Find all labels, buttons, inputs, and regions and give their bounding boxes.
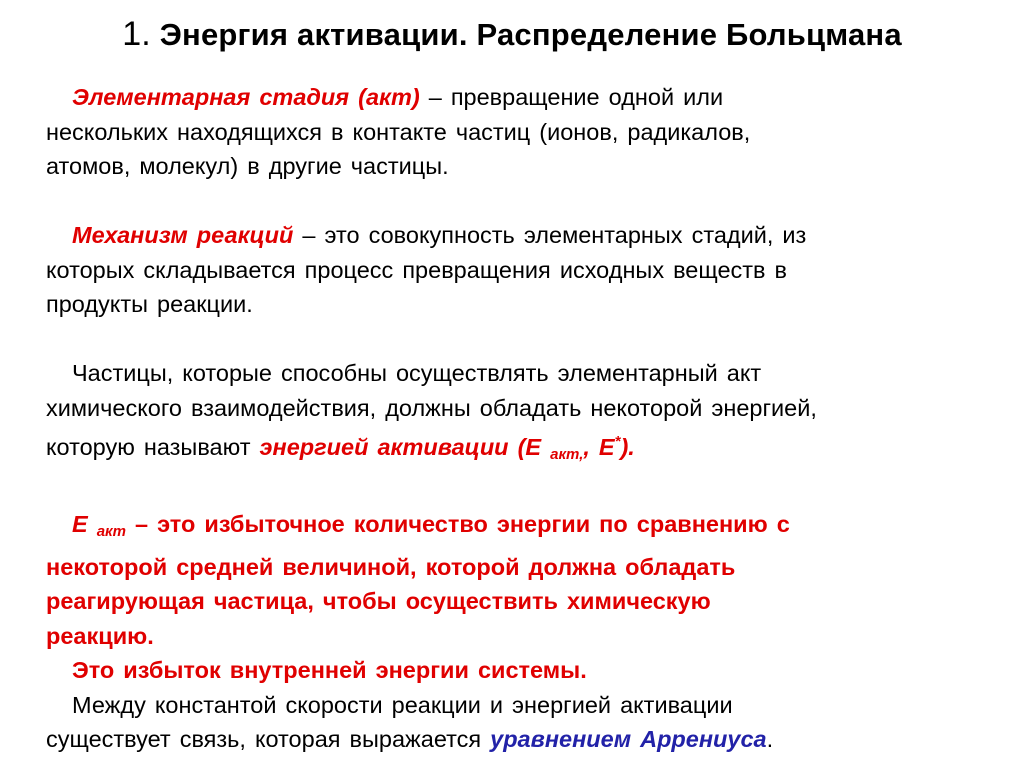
e-letter: Е bbox=[72, 511, 97, 537]
p2-line2: которых складывается процесс превращения исходных веществ в bbox=[46, 256, 788, 283]
p6-line2-start: существует связь, которая выражается bbox=[46, 726, 491, 752]
e-akt-symbol bbox=[72, 511, 127, 540]
definition-elementary-stage bbox=[46, 80, 976, 184]
definition-reaction-mechanism bbox=[46, 218, 976, 322]
p2-line1-rest: – это совокупность элементарных стадий, из bbox=[293, 222, 807, 248]
p4-line3: реагирующая частица, чтобы осуществить химическую bbox=[46, 588, 711, 614]
subscript-akt: акт, bbox=[550, 446, 584, 463]
p5-text: Это избыток внутренней энергии системы. bbox=[72, 657, 587, 683]
p2-line3: продукты реакции. bbox=[46, 291, 253, 317]
p1-line1-rest: – превращение одной или bbox=[419, 84, 724, 110]
p3-line1: Частицы, которые способны осуществлять элементарный акт bbox=[72, 360, 762, 386]
term-reaction-mechanism: Механизм реакций bbox=[72, 222, 294, 248]
superscript-star: * bbox=[614, 433, 621, 450]
title-number: 1. bbox=[122, 15, 151, 53]
e-akt-subscript: акт bbox=[96, 523, 127, 540]
arrhenius-paragraph bbox=[46, 688, 976, 757]
term-activation-energy-mid: , Е bbox=[583, 434, 615, 460]
p4-line1-rest: – это избыточное количество энергии по сравнению с bbox=[126, 511, 790, 537]
term-activation-energy-main: энергией активации (Е bbox=[259, 434, 551, 460]
p4-line2: некоторой средней величиной, которой должна обладать bbox=[46, 553, 736, 580]
activation-energy-paragraph bbox=[46, 356, 976, 473]
activation-energy-definition bbox=[46, 507, 976, 653]
term-arrhenius-equation: уравнением Аррениуса bbox=[490, 726, 767, 752]
title-text: Энергия активации. Распределение Больцмана bbox=[159, 17, 902, 52]
p3-line3-start: которую называют bbox=[46, 434, 260, 460]
term-elementary-stage: Элементарная стадия (акт) bbox=[72, 84, 420, 110]
page-title bbox=[0, 14, 1024, 55]
p6-line2-end: . bbox=[766, 726, 774, 752]
slide-body bbox=[46, 80, 976, 757]
p6-line1: Между константой скорости реакции и энергией активации bbox=[72, 691, 733, 718]
term-activation-energy-end: ). bbox=[620, 434, 635, 460]
p4-line4: реакцию. bbox=[46, 622, 154, 649]
p3-line2: химического взаимодействия, должны обладать некоторой энергией, bbox=[46, 394, 817, 421]
p1-line2: нескольких находящихся в контакте частиц (ионов, радикалов, bbox=[46, 118, 751, 145]
term-activation-energy bbox=[259, 433, 635, 463]
excess-energy-statement bbox=[46, 653, 976, 688]
p1-line3: атомов, молекул) в другие частицы. bbox=[46, 153, 449, 179]
